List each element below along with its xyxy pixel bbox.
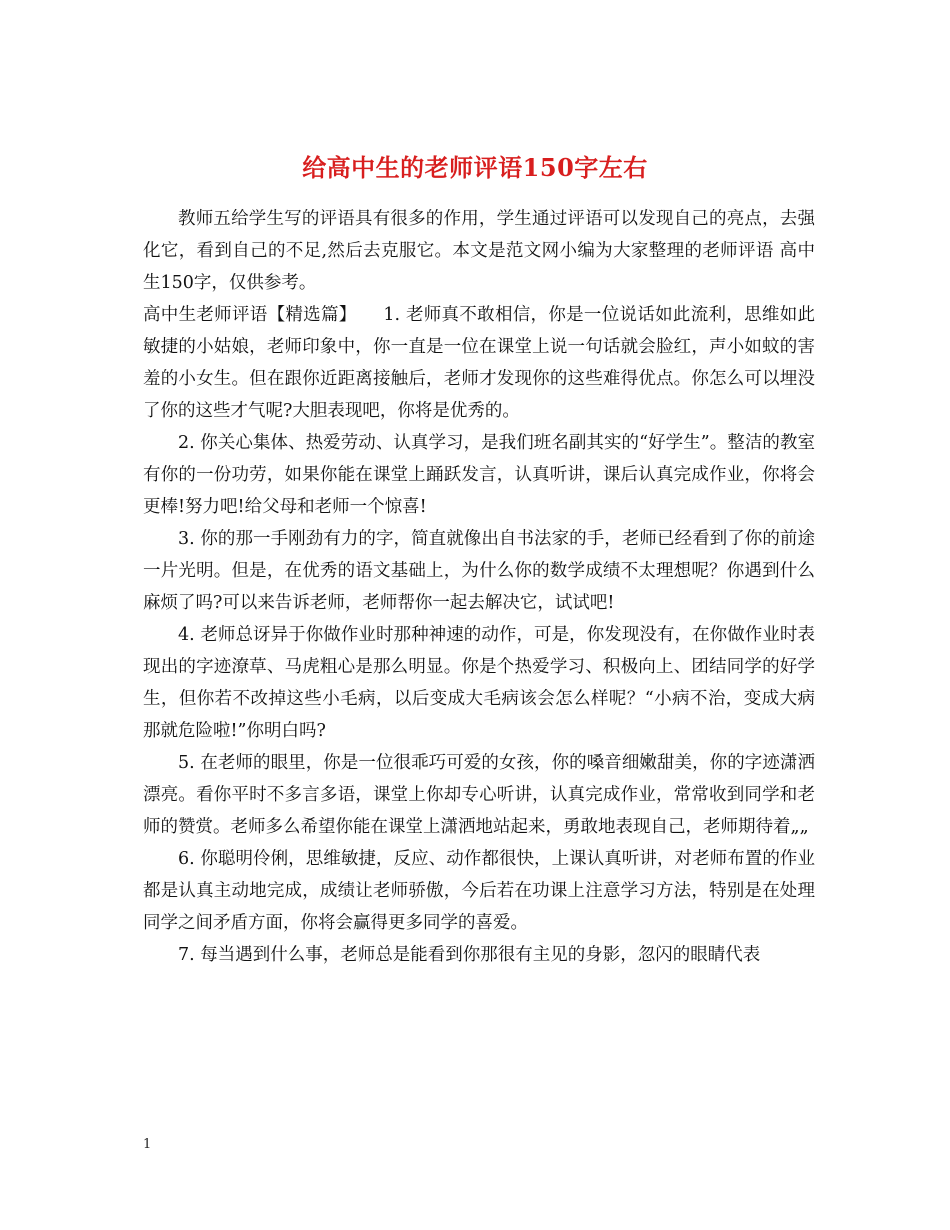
comment-paragraph-3: 3. 你的那一手刚劲有力的字，简直就像出自书法家的手，老师已经看到了你的前途一片光明。但是，在优秀的语文基础上，为什么你的数学成绩不太理想呢？你遇到什么麻烦了吗?可以来告诉老师，老师帮你一起去解决它，试试吧! <box>143 529 815 613</box>
comment-paragraph-7: 7. 每当遇到什么事，老师总是能看到你那很有主见的身影，忽闪的眼睛代表 <box>178 945 761 965</box>
page-number: 1 <box>143 1137 152 1152</box>
comment-paragraph-4: 4. 老师总讶异于你做作业时那种神速的动作，可是，你发现没有，在你做作业时表现出的字迹潦草、马虎粗心是那么明显。你是个热爱学习、积极向上、团结同学的好学生，但你若不改掉这些小毛病，以后变成大毛病该会怎么样呢？“小病不治，变成大病那就危险啦!”你明白吗? <box>143 625 815 741</box>
comment-paragraph-6: 6. 你聪明伶俐，思维敏捷，反应、动作都很快，上课认真听讲，对老师布置的作业都是认真主动地完成，成绩让老师骄傲，今后若在功课上注意学习方法，特别是在处理同学之间矛盾方面，你将会赢得更多同学的喜爱。 <box>143 849 815 933</box>
comment-paragraph-1: 高中生老师评语【精选篇】 1. 老师真不敢相信，你是一位说话如此流利，思维如此敏捷的小姑娘，老师印象中，你一直是一位在课堂上说一句话就会脸红，声小如蚊的害羞的小女生。但在跟你近距离接触后，老师才发现你的这些难得优点。你怎么可以埋没了你的这些才气呢?大胆表现吧，你将是优秀的。 <box>143 305 815 421</box>
comment-paragraph-2: 2. 你关心集体、热爱劳动、认真学习，是我们班名副其实的“好学生”。整洁的教室有你的一份功劳，如果你能在课堂上踊跃发言，认真听讲，课后认真完成作业，你将会更棒!努力吧!给父母和老师一个惊喜! <box>143 433 815 517</box>
document-body <box>143 203 815 971</box>
intro-paragraph: 教师五给学生写的评语具有很多的作用，学生通过评语可以发现自己的亮点，去强化它，看到自己的不足,然后去克服它。本文是范文网小编为大家整理的老师评语 高中生150字，仅供参考。 <box>143 209 815 293</box>
page-title: 给高中生的老师评语150字左右 <box>302 153 648 183</box>
comment-paragraph-5: 5. 在老师的眼里，你是一位很乖巧可爱的女孩，你的嗓音细嫩甜美，你的字迹潇洒漂亮。看你平时不多言多语，课堂上你却专心听讲，认真完成作业，常常收到同学和老师的赞赏。老师多么希望你能在课堂上潇洒地站起来，勇敢地表现自己，老师期待着„„ <box>143 753 815 837</box>
